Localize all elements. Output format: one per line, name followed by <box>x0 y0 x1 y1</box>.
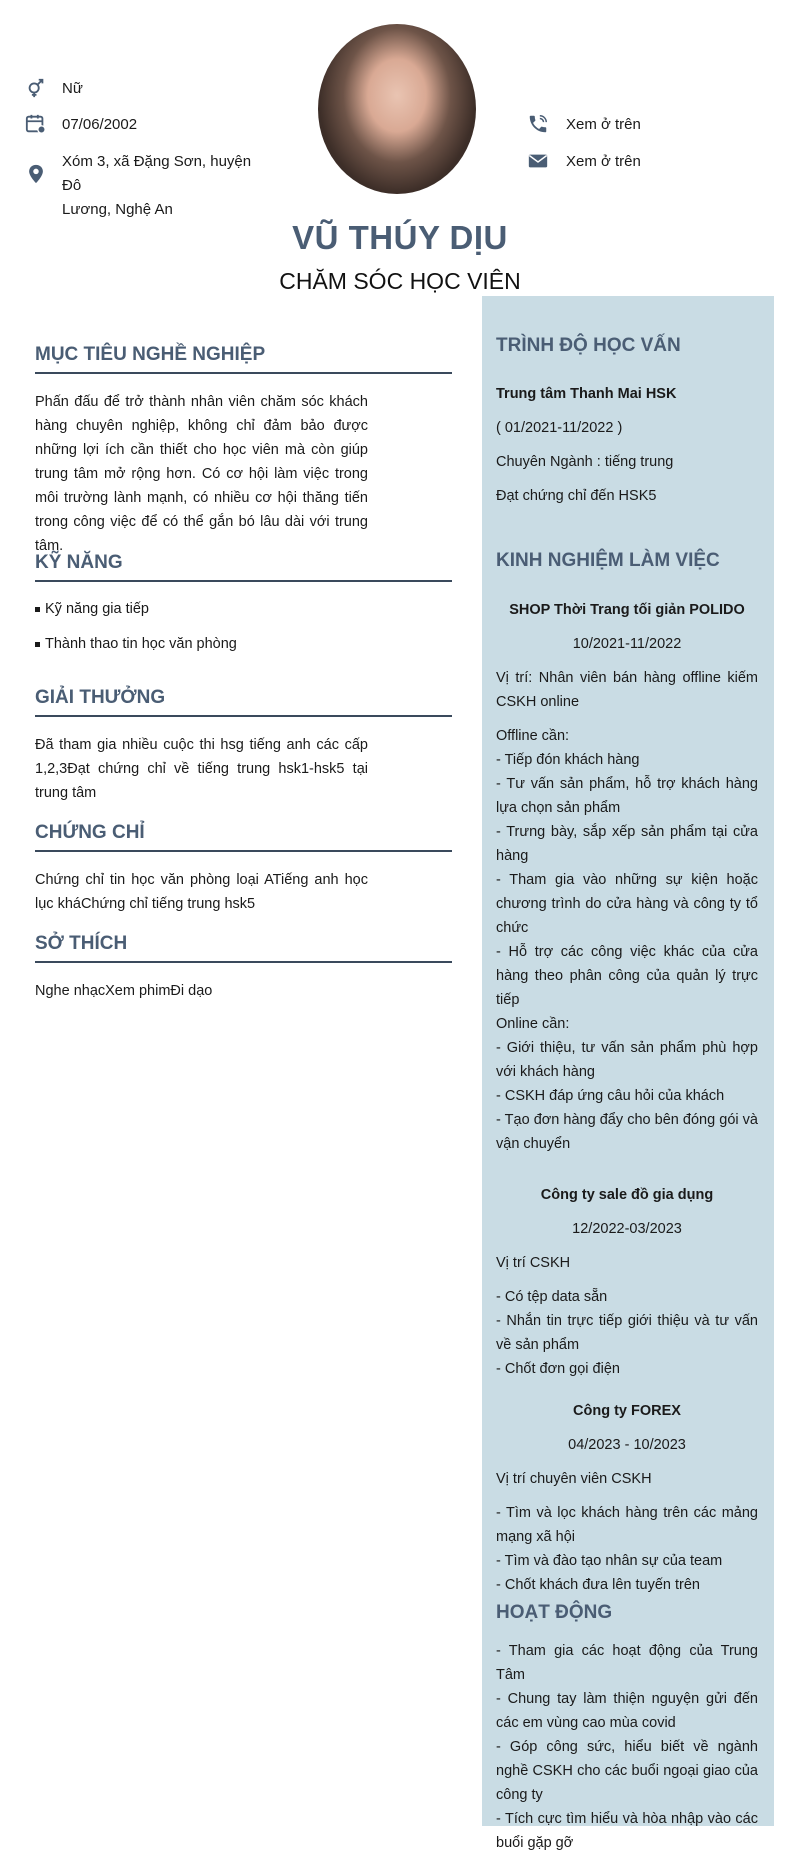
job3-duty-line: - Tìm và đào tạo nhân sự của team <box>496 1553 723 1569</box>
job1-duty-line: Offline cần: <box>496 728 570 744</box>
job1-duty-line: - CSKH đáp ứng câu hỏi của khách <box>496 1088 725 1104</box>
skill-label: Kỹ năng gia tiếp <box>45 601 149 617</box>
calendar-icon <box>25 113 47 135</box>
job1-duties <box>496 724 758 1156</box>
job3-company: Công ty FOREX <box>573 1403 681 1419</box>
objective-heading: MỤC TIÊU NGHỀ NGHIỆP <box>35 344 452 374</box>
education-period: ( 01/2021-11/2022 ) <box>496 420 623 436</box>
job1-company: SHOP Thời Trang tối giản POLIDO <box>509 602 745 618</box>
job3-duty-line: - Tìm và lọc khách hàng trên các mảng mạng xã hội <box>496 1505 758 1545</box>
hobbies-heading: SỞ THÍCH <box>35 933 452 963</box>
education-achievement: Đạt chứng chỉ đến HSK5 <box>496 488 657 504</box>
avatar <box>318 24 476 194</box>
phone-row <box>527 113 641 137</box>
job2-period: 12/2022-03/2023 <box>572 1221 682 1237</box>
activities-list <box>496 1639 758 1855</box>
email-text: Xem ở trên <box>566 153 641 170</box>
job2-company: Công ty sale đồ gia dụng <box>540 1187 714 1203</box>
skill-item <box>35 597 149 621</box>
job1-period: 10/2021-11/2022 <box>572 636 682 652</box>
skills-heading: KỸ NĂNG <box>35 552 452 582</box>
awards-text: Đã tham gia nhiều cuộc thi hsg tiếng anh các cấp 1,2,3Đạt chứng chỉ về tiếng trung hsk1-hsk5 tại trung tâm <box>35 737 368 801</box>
certificates-heading: CHỨNG CHỈ <box>35 822 452 852</box>
job2-duty-line: - Nhắn tin trực tiếp giới thiệu và tư vấn về sản phẩm <box>496 1313 758 1353</box>
job2-position: Vị trí CSKH <box>496 1255 571 1271</box>
objective-text: Phấn đấu để trở thành nhân viên chăm sóc khách hàng chuyên nghiệp, không chỉ đảm bảo được những lợi ích cần thiết cho học viên mà còn giúp trung tâm mở rộng hơn. Có cơ hội làm việc trong môi trường lành mạnh, có nhiều cơ hội thăng tiến trong công việc để có thể gắn bó lâu dài với trung tâm. <box>35 394 368 554</box>
address-line2: Lương, Nghệ An <box>62 201 173 218</box>
job2-duties <box>496 1285 758 1381</box>
skill-label: Thành thao tin học văn phòng <box>45 636 237 652</box>
bullet-icon <box>35 607 40 612</box>
gender-text: Nữ <box>62 80 83 97</box>
activity-line: - Tích cực tìm hiểu và hòa nhập vào các buổi gặp gỡ <box>496 1811 758 1851</box>
job1-duty-line: - Tiếp đón khách hàng <box>496 752 640 768</box>
envelope-icon <box>527 150 549 172</box>
birthdate-text: 07/06/2002 <box>62 116 138 133</box>
bullet-icon <box>35 642 40 647</box>
location-pin-icon <box>25 163 47 185</box>
education-heading: TRÌNH ĐỘ HỌC VẤN <box>496 335 681 356</box>
phone-icon <box>527 113 549 135</box>
job1-duty-line: - Tư vấn sản phẩm, hỗ trợ khách hàng lựa chọn sản phẩm <box>496 776 758 816</box>
education-school: Trung tâm Thanh Mai HSK <box>496 386 677 402</box>
activity-line: - Góp công sức, hiểu biết về ngành nghề CSKH cho các buổi ngoại giao của công ty <box>496 1739 758 1803</box>
address-row <box>25 150 272 222</box>
candidate-role: CHĂM SÓC HỌC VIÊN <box>279 268 521 294</box>
job3-duties <box>496 1501 758 1597</box>
certificates-text: Chứng chỉ tin học văn phòng loại ATiếng anh học lục kháChứng chỉ tiếng trung hsk5 <box>35 872 368 912</box>
activity-line: - Tham gia các hoạt động của Trung Tâm <box>496 1643 758 1683</box>
activity-line: - Chung tay làm thiện nguyện gửi đến các em vùng cao mùa covid <box>496 1691 758 1731</box>
awards-heading: GIẢI THƯỞNG <box>35 687 452 717</box>
job1-duty-line: - Hỗ trợ các công việc khác của cửa hàng theo phân công của quản lý trực tiếp <box>496 944 758 1008</box>
skill-item <box>35 632 237 656</box>
job2-duty-line: - Có tệp data sẵn <box>496 1289 608 1305</box>
gender-icon <box>25 77 47 99</box>
education-major: Chuyên Ngành : tiếng trung <box>496 454 674 470</box>
job3-duty-line: - Chốt khách đưa lên tuyến trên <box>496 1577 700 1593</box>
job2-duty-line: - Chốt đơn gọi điện <box>496 1361 620 1377</box>
job1-duty-line: - Trưng bày, sắp xếp sản phẩm tại cửa hàng <box>496 824 758 864</box>
job1-duty-line: - Giới thiệu, tư vấn sản phẩm phù hợp với khách hàng <box>496 1040 758 1080</box>
job1-duty-line: Online cần: <box>496 1016 570 1032</box>
candidate-name: VŨ THÚY DỊU <box>292 219 508 256</box>
right-sidebar <box>482 296 774 1851</box>
experience-heading: KINH NGHIỆM LÀM VIỆC <box>496 550 720 571</box>
job3-position: Vị trí chuyên viên CSKH <box>496 1471 652 1487</box>
job3-period: 04/2023 - 10/2023 <box>568 1437 686 1453</box>
job1-position: Vị trí: Nhân viên bán hàng offline kiếm CSKH online <box>496 670 758 710</box>
address-line1: Xóm 3, xã Đặng Sơn, huyện Đô <box>62 153 252 194</box>
job1-duty-line: - Tạo đơn hàng đẩy cho bên đóng gói và vận chuyển <box>496 1112 758 1152</box>
activities-heading: HOẠT ĐỘNG <box>496 1602 613 1623</box>
gender-row <box>25 77 83 101</box>
phone-text: Xem ở trên <box>566 116 641 133</box>
hobbies-text: Nghe nhạcXem phimĐi dạo <box>35 983 213 999</box>
job1-duty-line: - Tham gia vào những sự kiện hoặc chương trình do cửa hàng và công ty tổ chức <box>496 872 758 936</box>
birthdate-row <box>25 113 137 137</box>
email-row <box>527 150 641 174</box>
